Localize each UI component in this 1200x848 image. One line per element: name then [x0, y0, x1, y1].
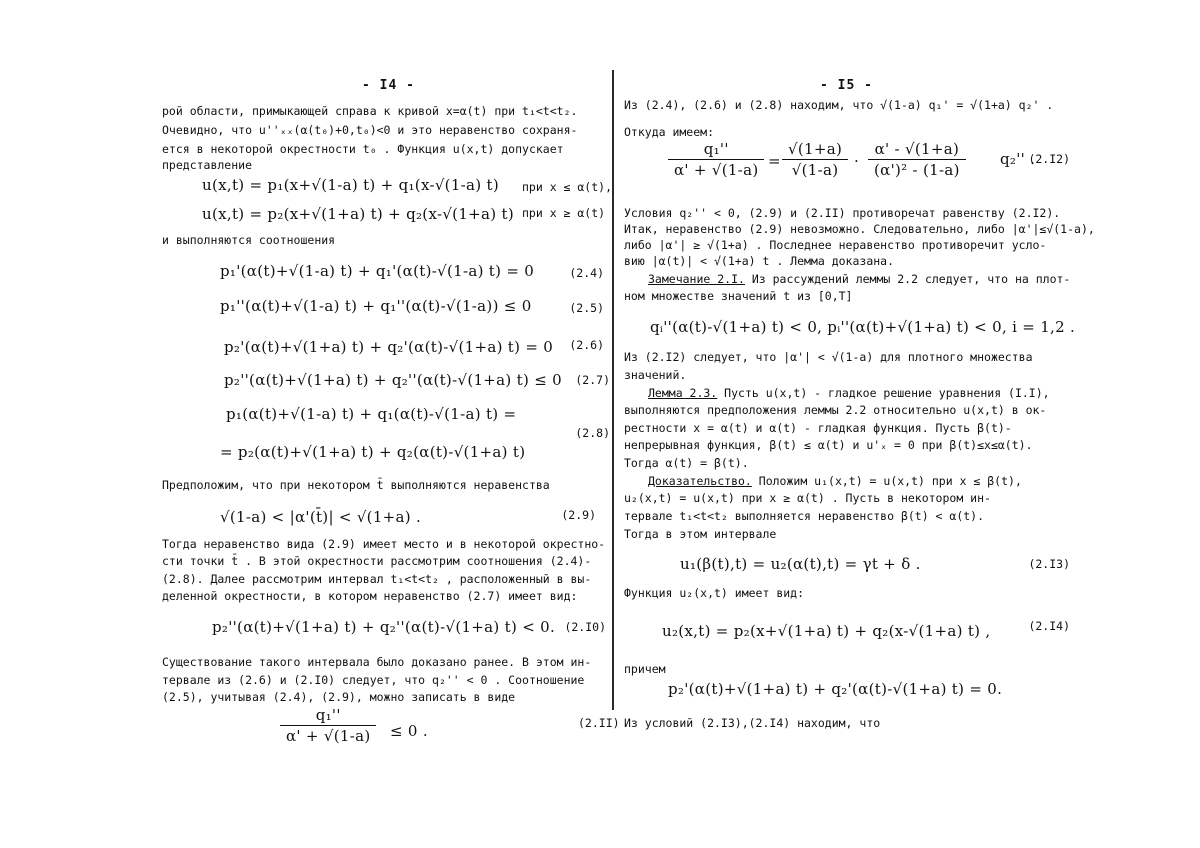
- representation-formula-2: u(x,t) = p₂(x+√(1+a) t) + q₂(x-√(1+a) t): [202, 205, 514, 223]
- fraction-numerator: q₁'': [668, 140, 764, 160]
- fraction-denominator: α' + √(1-a): [674, 161, 759, 179]
- equation-2-12-tail: q₂'' .: [1000, 150, 1036, 168]
- page-number-14: - I4 -: [362, 78, 415, 93]
- text-line: вию |α(t)| < √(1+a) t . Лемма доказана.: [624, 254, 895, 268]
- representation-formula-1: u(x,t) = p₁(x+√(1-a) t) + q₁(x-√(1-a) t): [202, 176, 499, 194]
- text-line: деленной окрестности, в котором неравенство (2.7) имеет вид:: [162, 589, 578, 603]
- equation-number: (2.I0): [564, 620, 606, 634]
- lemma-text: Пусть u(x,t) - гладкое решение уравнения (I.I),: [717, 386, 1050, 400]
- equation-number: (2.6): [569, 338, 604, 352]
- left-page: [162, 0, 620, 848]
- equation-number: (2.9): [561, 508, 596, 522]
- lemma-line: [648, 386, 1050, 400]
- proof-label: Доказательство.: [648, 474, 752, 488]
- equation-2-5: p₁''(α(t)+√(1-a) t) + q₁''(α(t)-√(1-a)) ≤ 0: [220, 297, 532, 315]
- lemma-label: Лемма 2.3.: [648, 386, 718, 400]
- equation-2-4: p₁'(α(t)+√(1-a) t) + q₁'(α(t)-√(1-a) t) = 0: [220, 262, 535, 280]
- text-line: Тогда неравенство вида (2.9) имеет место и в некоторой окрестно-: [162, 537, 606, 551]
- text-line: ном множестве значений t из [0,T]: [624, 289, 853, 303]
- text-line: Предположим, что при некотором t̄ выполняются неравенства: [162, 478, 550, 492]
- multiply-dot: ·: [854, 152, 860, 170]
- text-line: представление: [162, 158, 253, 172]
- equals-sign: =: [768, 152, 781, 170]
- text-line: ется в некоторой окрестности t₀ . Функция u(x,t) допускает: [162, 142, 564, 156]
- text-line: сти точки t̄ . В этой окрестности рассмотрим соотношения (2.4)-: [162, 554, 592, 568]
- text-line: рой области, примыкающей справа к кривой x=α(t) при t₁<t<t₂.: [162, 104, 578, 118]
- text-line: Функция u₂(x,t) имеет вид:: [624, 586, 805, 600]
- equation-2-8-line-1: p₁(α(t)+√(1-a) t) + q₁(α(t)-√(1-a) t) =: [226, 405, 517, 423]
- fraction-denominator: (α')² - (1-a): [874, 161, 960, 179]
- proof-text: Положим u₁(x,t) = u(x,t) при x ≤ β(t),: [751, 474, 1022, 488]
- text-line: тервале t₁<t<t₂ выполняется неравенство β(t) < α(t).: [624, 509, 985, 523]
- equation-2-11-fraction: [280, 706, 376, 745]
- equation-number: (2.7): [575, 373, 610, 387]
- equation-2-10: p₂''(α(t)+√(1+a) t) + q₂''(α(t)-√(1+a) t) < 0.: [212, 618, 556, 636]
- text-line: Условия q₂'' < 0, (2.9) и (2.II) противоречат равенству (2.I2).: [624, 206, 1061, 220]
- equation-number: (2.4): [569, 266, 604, 280]
- remark-text: Из рассуждений леммы 2.2 следует, что на плот-: [744, 272, 1071, 286]
- equation-2-12-factor-1: [782, 140, 848, 179]
- equation-number: (2.I4): [1028, 619, 1070, 633]
- remark-line: [648, 272, 1070, 286]
- remark-formula: qᵢ''(α(t)-√(1+a) t) < 0, pᵢ''(α(t)+√(1+a) t) < 0, i = 1,2 .: [650, 318, 1076, 336]
- text-line: и выполняются соотношения: [162, 233, 336, 247]
- text-line: Очевидно, что u''ₓₓ(α(t₀)+0,t₀)<0 и это неравенство сохраня-: [162, 123, 578, 137]
- text-line: либо |α'| ≥ √(1+a) . Последнее неравенство противоречит усло-: [624, 238, 1047, 252]
- page-number-15: - I5 -: [820, 78, 873, 93]
- text-line: Тогда α(t) = β(t).: [624, 456, 749, 470]
- fraction-numerator: q₁'': [280, 706, 376, 726]
- equation-2-8-line-2: = p₂(α(t)+√(1+a) t) + q₂(α(t)-√(1+a) t): [220, 443, 526, 461]
- equation-2-6: p₂'(α(t)+√(1+a) t) + q₂'(α(t)-√(1+a) t) = 0: [224, 338, 554, 356]
- text-line: u₂(x,t) = u(x,t) при x ≥ α(t) . Пусть в некотором ин-: [624, 491, 991, 505]
- text-line: Из (2.I2) следует, что |α'| < √(1-a) для плотного множества: [624, 350, 1033, 364]
- fraction-denominator: √(1-a): [791, 161, 839, 179]
- text-line: Тогда в этом интервале: [624, 527, 777, 541]
- fraction-denominator: α' + √(1-a): [286, 727, 371, 745]
- fraction-numerator: α' - √(1+a): [868, 140, 966, 160]
- text-line: непрерывная функция, β(t) ≤ α(t) и u'ₓ = 0 при β(t)≤x≤α(t).: [624, 438, 1033, 452]
- equation-number: (2.I2): [1028, 152, 1070, 166]
- equation-2-7: p₂''(α(t)+√(1+a) t) + q₂''(α(t)-√(1+a) t) ≤ 0: [224, 371, 562, 389]
- equation-2-9: √(1-a) < |α'(t̄)| < √(1+a) .: [220, 508, 422, 526]
- equation-number: (2.I3): [1028, 557, 1070, 571]
- equation-number: (2.8): [575, 426, 610, 440]
- equation-final: p₂'(α(t)+√(1+a) t) + q₂'(α(t)-√(1+a) t) = 0.: [668, 680, 1003, 698]
- text-line: (2.5), учитывая (2.4), (2.9), можно записать в виде: [162, 690, 516, 704]
- text-line: выполняются предположения леммы 2.2 относительно u(x,t) в ок-: [624, 403, 1047, 417]
- text-line: Итак, неравенство (2.9) невозможно. Следовательно, либо |α'|≤√(1-a),: [624, 222, 1095, 236]
- right-page: [624, 0, 1095, 848]
- equation-2-13: u₁(β(t),t) = u₂(α(t),t) = γt + δ .: [680, 555, 921, 573]
- text-line: причем: [624, 662, 666, 676]
- equation-2-11-relation: ≤ 0 .: [390, 722, 428, 740]
- equation-2-12-factor-2: [868, 140, 966, 179]
- page-gutter-line: [612, 70, 614, 710]
- text-line: рестности x = α(t) и α(t) - гладкая функция. Пусть β(t)-: [624, 421, 1012, 435]
- fraction-numerator: √(1+a): [782, 140, 848, 160]
- equation-2-14: u₂(x,t) = p₂(x+√(1+a) t) + q₂(x-√(1+a) t) ,: [662, 622, 991, 640]
- proof-line: [648, 474, 1022, 488]
- equation-number: (2.5): [569, 301, 604, 315]
- text-line: Существование такого интервала было доказано ранее. В этом ин-: [162, 655, 592, 669]
- text-line: (2.8). Далее рассмотрим интервал t₁<t<t₂ , расположенный в вы-: [162, 572, 592, 586]
- equation-number: (2.II): [578, 716, 620, 730]
- text-line: Из условий (2.I3),(2.I4) находим, что: [624, 716, 881, 730]
- remark-label: Замечание 2.I.: [648, 272, 745, 286]
- text-line: значений.: [624, 368, 687, 382]
- representation-condition-1: при x ≤ α(t),: [522, 180, 613, 194]
- text-line: Откуда имеем:: [624, 125, 715, 139]
- text-line: тервале из (2.6) и (2.I0) следует, что q₂'' < 0 . Соотношение: [162, 673, 585, 687]
- representation-condition-2: при x ≥ α(t): [522, 206, 606, 220]
- text-line: Из (2.4), (2.6) и (2.8) находим, что √(1-a) q₁' = √(1+a) q₂' .: [624, 98, 1054, 112]
- equation-2-12-lhs: [668, 140, 764, 179]
